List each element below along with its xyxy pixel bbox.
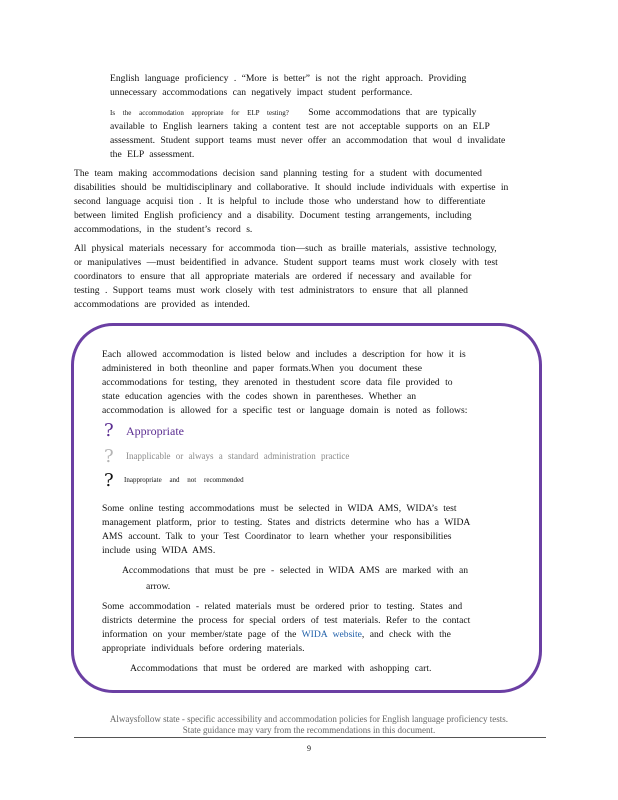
inappropriate-icon: ?: [104, 470, 114, 491]
team-para-line-1: The team making accommodations decision sand planning testing for a student with documented: [74, 168, 482, 179]
online-para-line-3: AMS account. Talk to your Test Coordinator to learn whether your responsibilities: [102, 531, 452, 542]
box-intro-line-5: accommodation is allowed for a specific test or language domain is noted as follows:: [102, 405, 468, 416]
box-intro-line-2: administered in both theonline and paper formats.When you document these: [102, 363, 423, 374]
bullet-line-3: assessment. Student support teams must never offer an accommodation that woul d invalidate: [110, 135, 506, 146]
bullet-heading: Is the accommodation appropriate for ELP testing?: [110, 109, 289, 117]
order-para-line-2: districts determine the process for special orders of test materials. Refer to the contact: [102, 615, 471, 626]
bullet-first-line: [110, 106, 476, 120]
preselect-note-line-2: arrow.: [146, 581, 171, 592]
online-para-line-1: Some online testing accommodations must be selected in WIDA AMS, WIDA’s test: [102, 503, 457, 514]
wida-website-link[interactable]: WIDA website: [301, 629, 362, 640]
order-para-line-3: [102, 628, 451, 642]
shopping-cart-note: Accommodations that must be ordered are marked with ashopping cart.: [130, 663, 432, 674]
online-para-line-2: management platform, prior to testing. States and districts determine who has a WIDA: [102, 517, 471, 528]
bullet-line-2: available to English learners taking a content test are not acceptable supports on an ELP: [110, 121, 490, 132]
box-intro-line-1: Each allowed accommodation is listed below and includes a description for how it is: [102, 349, 466, 360]
preselect-note-line-1: Accommodations that must be pre - selected in WIDA AMS are marked with an: [122, 565, 469, 576]
order-para-text-before-link: information on your member/state page of the: [102, 629, 297, 640]
continued-text-line-2: unnecessary accommodations can negatively impact student performance.: [110, 87, 413, 98]
bullet-line-4: the ELP assessment.: [110, 149, 195, 160]
order-para-text-after-link: , and check with the: [361, 629, 451, 640]
legend-inapplicable: Inapplicable or always a standard administration practice: [126, 451, 350, 461]
legend-inappropriate: Inappropriate and not recommended: [124, 476, 244, 484]
materials-para-line-1: All physical materials necessary for accommoda tion—such as braille materials, assistive technology,: [74, 243, 497, 254]
footer-note-line-2: State guidance may vary from the recommendations in this document.: [182, 725, 436, 735]
materials-para-line-5: accommodations are provided as intended.: [74, 299, 250, 310]
footer-note-line-1: Alwaysfollow state - specific accessibility and accommodation policies for English language proficiency tests.: [109, 714, 509, 724]
online-para-line-4: include using WIDA AMS.: [102, 545, 216, 556]
legend-appropriate: Appropriate: [126, 424, 184, 438]
box-intro-line-3: accommodations for testing, they arenoted in thestudent score data file provided to: [102, 377, 453, 388]
footer-divider: [74, 737, 546, 738]
page-number: 9: [307, 744, 311, 753]
materials-para-line-4: testing . Support teams must work closely with test administrators to ensure that all planned: [74, 285, 468, 296]
order-para-line-4: appropriate individuals before ordering materials.: [102, 643, 305, 654]
appropriate-icon: ?: [104, 420, 114, 441]
team-para-line-2: disabilities should be multidisciplinary and collaborative. It should include individuals with expertise in: [74, 182, 509, 193]
materials-para-line-3: coordinators to ensure that all appropriate materials are ordered if necessary and available for: [74, 271, 472, 282]
box-intro-line-4: state education agencies with the codes shown in parentheses. Whether an: [102, 391, 417, 402]
team-para-line-4: between limited English proficiency and a disability. Document testing arrangements, including: [74, 210, 472, 221]
materials-para-line-2: or manipulatives —must beidentified in advance. Student support teams must work closely with test: [74, 257, 498, 268]
continued-text-line-1: English language proficiency . “More is better” is not the right approach. Providing: [110, 73, 467, 84]
team-para-line-5: accommodations, in the student’s record s.: [74, 224, 253, 235]
team-para-line-3: second language acquisi tion . It is helpful to include those who understand how to differentiate: [74, 196, 486, 207]
bullet-line-1: Some accommodations that are typically: [308, 107, 477, 118]
inapplicable-icon: ?: [104, 446, 114, 467]
order-para-line-1: Some accommodation - related materials must be ordered prior to testing. States and: [102, 601, 463, 612]
